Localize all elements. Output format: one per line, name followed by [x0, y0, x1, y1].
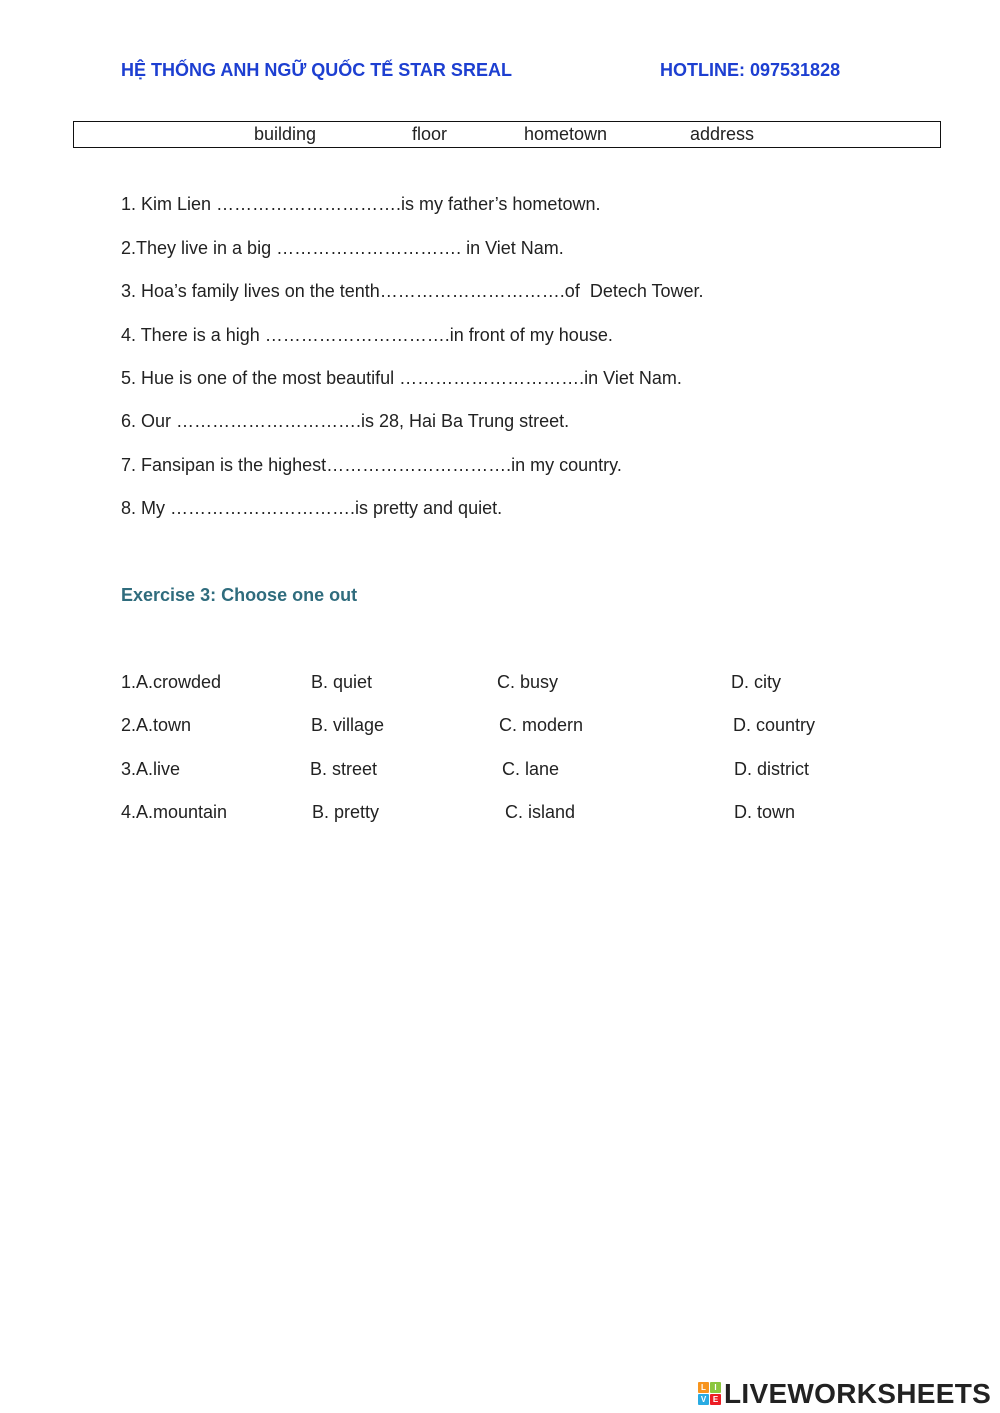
question-4-option-c: C. island — [505, 802, 576, 822]
question-1-option-b: B. quiet — [311, 672, 373, 692]
logo-tile: E — [710, 1394, 721, 1405]
word-bank-item: address — [690, 124, 755, 144]
fill-in-sentence-6: 6. Our ………………………….is 28, Hai Ba Trung street. — [121, 411, 570, 431]
question-4-option-d: D. town — [734, 802, 796, 822]
question-2-option-a: 2.A.town — [121, 715, 192, 735]
question-3-option-b: B. street — [310, 759, 378, 779]
logo-tile: V — [698, 1394, 709, 1405]
hotline-header: HOTLINE: 097531828 — [660, 60, 841, 80]
logo-tile: L — [698, 1382, 709, 1393]
fill-in-sentence-5: 5. Hue is one of the most beautiful ………………………….in Viet Nam. — [121, 368, 682, 388]
school-name-header: HỆ THỐNG ANH NGỮ QUỐC TẾ STAR SREAL — [121, 60, 512, 80]
word-bank-item: building — [254, 124, 317, 144]
word-bank-item: floor — [412, 124, 448, 144]
logo-text: LIVEWORKSHEETS — [724, 1378, 992, 1409]
fill-in-sentence-1: 1. Kim Lien ………………………….is my father’s hometown. — [121, 194, 601, 214]
question-3-option-d: D. district — [734, 759, 810, 779]
question-2-option-d: D. country — [733, 715, 816, 735]
question-1-option-a: 1.A.crowded — [121, 672, 222, 692]
question-3-option-a: 3.A.live — [121, 759, 181, 779]
question-2-option-b: B. village — [311, 715, 385, 735]
logo-tiles-icon — [698, 1382, 722, 1406]
exercise-3-title: Exercise 3: Choose one out — [121, 585, 358, 605]
question-1-option-d: D. city — [731, 672, 782, 692]
word-bank-item: hometown — [524, 124, 608, 144]
question-4-option-b: B. pretty — [312, 802, 380, 822]
fill-in-sentence-2: 2.They live in a big …………………………. in Viet Nam. — [121, 238, 564, 258]
word-bank-box — [73, 121, 941, 148]
fill-in-sentence-8: 8. My ………………………….is pretty and quiet. — [121, 498, 503, 518]
fill-in-sentence-4: 4. There is a high ………………………….in front of my house. — [121, 325, 613, 345]
fill-in-sentence-7: 7. Fansipan is the highest………………………….in my country. — [121, 455, 622, 475]
logo-tile: I — [710, 1382, 721, 1393]
question-4-option-a: 4.A.mountain — [121, 802, 228, 822]
fill-in-sentence-3: 3. Hoa’s family lives on the tenth………………………….of Detech Tower. — [121, 281, 704, 301]
question-3-option-c: C. lane — [502, 759, 560, 779]
question-2-option-c: C. modern — [499, 715, 584, 735]
question-1-option-c: C. busy — [497, 672, 559, 692]
